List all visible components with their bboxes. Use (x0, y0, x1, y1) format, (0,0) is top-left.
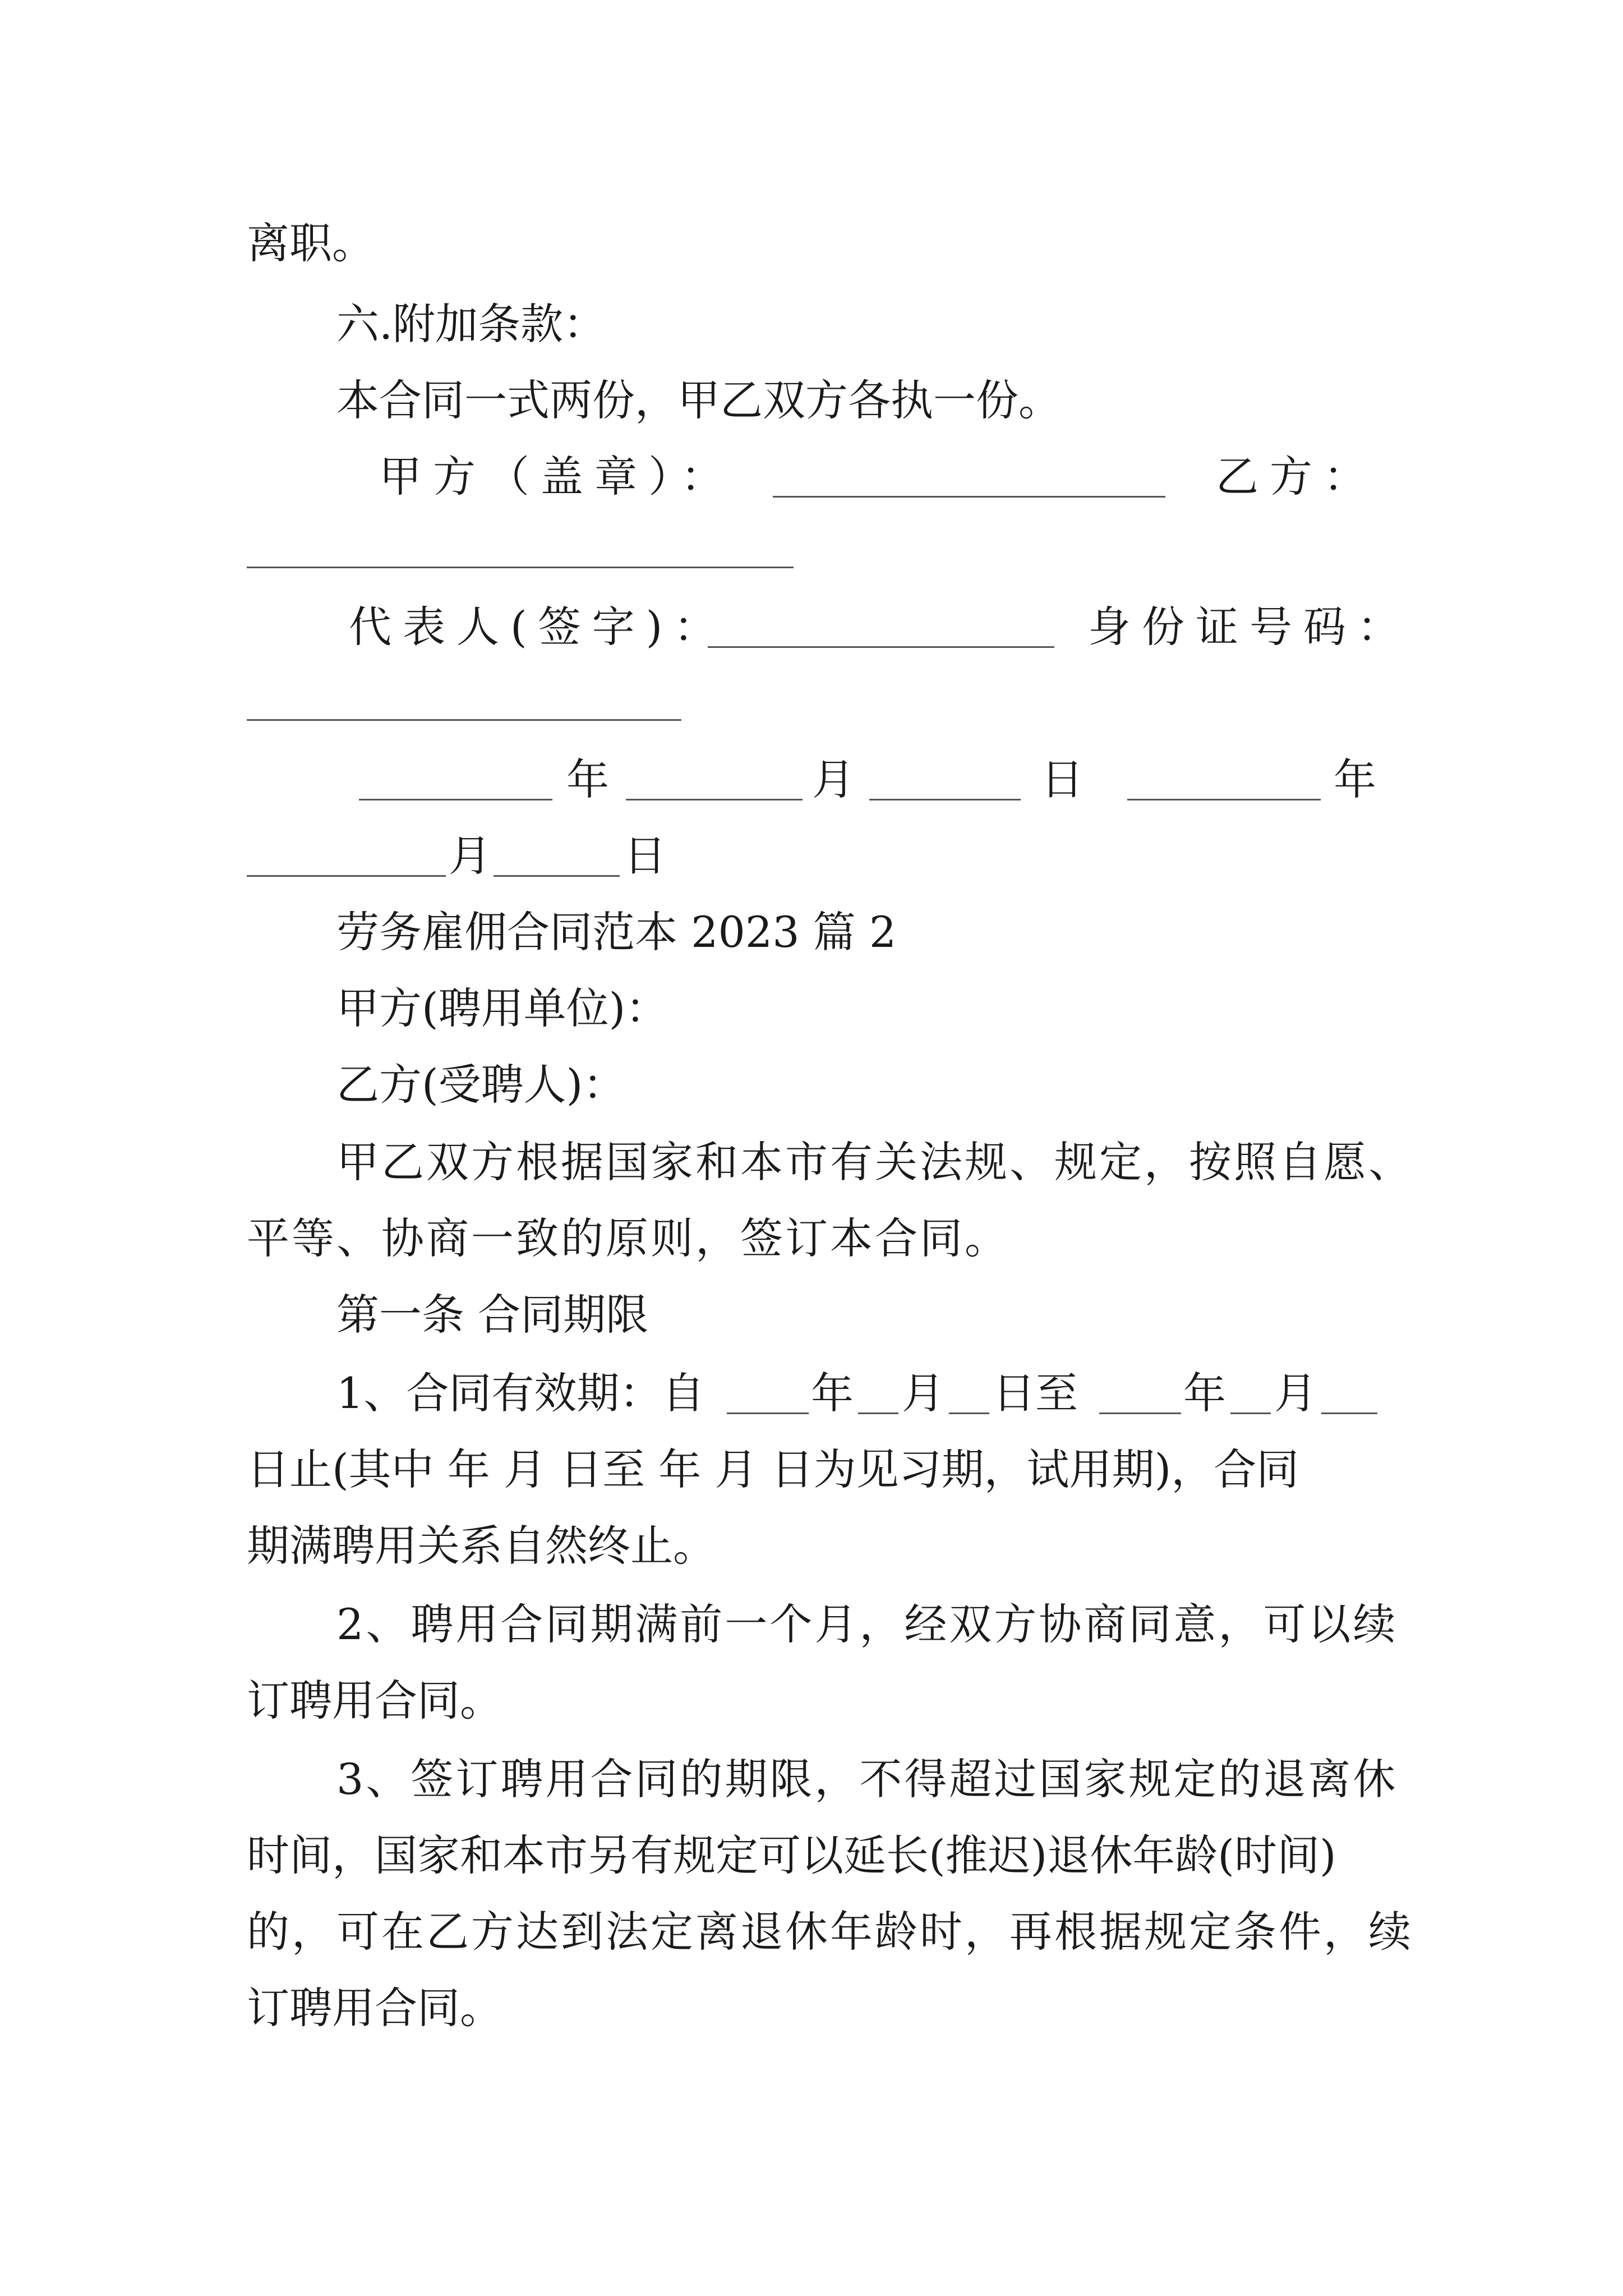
date-month-blank-a (626, 799, 803, 800)
party-b-blank (247, 567, 794, 568)
representative-label: 代表人(签字)： (349, 602, 728, 652)
clause-text-line: 2、聘用合同期满前一个月，经双方协商同意，可以续 (336, 1599, 1398, 1649)
text-line: 离职。 (247, 218, 375, 268)
day-label: 日 (624, 831, 666, 881)
date-month-blank-b (247, 875, 446, 877)
id-number-label: 身份证号码： (1088, 602, 1411, 652)
clause-text-line: 时间，国家和本市另有规定可以延长(推迟)退休年龄(时间) (247, 1830, 1336, 1880)
clause-text-line: 3、签订聘用合同的期限，不得超过国家规定的退离休 (336, 1754, 1398, 1804)
clause-1-label: 1、合同有效期：自 (336, 1368, 705, 1418)
party-a-line: 甲方(聘用单位)： (336, 983, 668, 1033)
clause-text-line: 期满聘用关系自然终止。 (247, 1521, 716, 1571)
month-label: 月 (812, 754, 855, 804)
representative-blank (708, 646, 1054, 648)
clause-text-line: 订聘用合同。 (247, 1983, 502, 2033)
clause-1-end-day-blank (1321, 1412, 1377, 1414)
clause-1-day-blank (949, 1412, 989, 1414)
clause-text-line: 的，可在乙方达到法定离退休年龄时，再根据规定条件，续 (247, 1907, 1413, 1957)
clause-1-month-blank (858, 1412, 898, 1414)
month-label: 月 (1274, 1368, 1317, 1418)
party-b-label: 乙方： (1216, 452, 1377, 501)
text-line: 本合同一式两份，甲乙双方各执一份。 (336, 375, 1061, 425)
intro-paragraph-line: 甲乙双方根据国家和本市有关法规、规定，按照自愿、 (336, 1137, 1413, 1187)
id-number-blank (247, 719, 681, 721)
month-label: 月 (902, 1368, 944, 1418)
day-label: 日 (1041, 754, 1083, 804)
date-year-blank-a (359, 799, 552, 800)
clause-1-end-year-blank (1099, 1412, 1181, 1414)
section-heading: 六.附加条款： (336, 299, 606, 349)
party-a-seal-blank (773, 496, 1165, 498)
year-label: 年 (811, 1368, 854, 1418)
year-label: 年 (566, 754, 609, 804)
date-day-blank-b (494, 875, 620, 877)
month-label: 月 (449, 831, 491, 881)
clause-1-year-blank (727, 1412, 809, 1414)
article-heading: 第一条 合同期限 (336, 1290, 649, 1340)
clause-1-to-label: 日至 (993, 1368, 1078, 1418)
intro-paragraph-line: 平等、协商一致的原则，签订本合同。 (247, 1213, 1009, 1263)
year-label: 年 (1183, 1368, 1226, 1418)
clause-text-line: 订聘用合同。 (247, 1676, 502, 1726)
party-a-seal-label: 甲方（盖章）： (379, 452, 735, 501)
party-b-line: 乙方(受聘人)： (336, 1060, 626, 1110)
clause-text-line: 日止(其中 年 月 日至 年 月 日为见习期，试用期)，合同 (247, 1444, 1299, 1494)
year-label: 年 (1334, 754, 1376, 804)
contract-title: 劳务雇佣合同范本 2023 篇 2 (336, 907, 897, 957)
date-day-blank-a (869, 799, 1021, 800)
clause-1-end-month-blank (1230, 1412, 1271, 1414)
date-year-blank-b (1127, 799, 1321, 800)
